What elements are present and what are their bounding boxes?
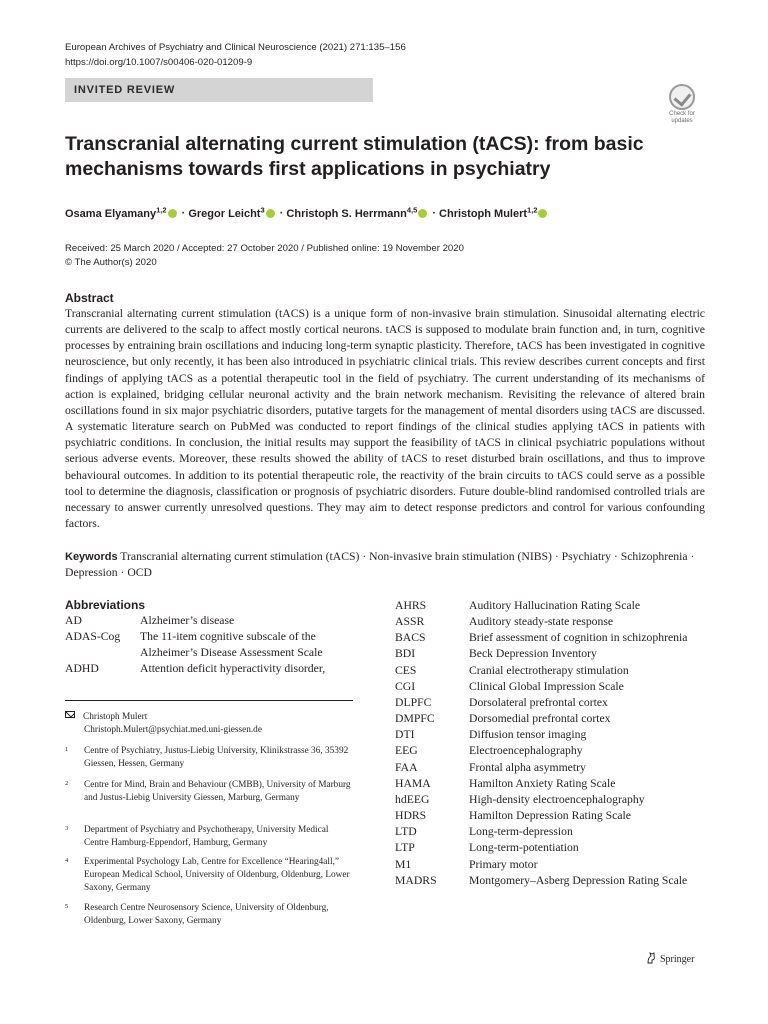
correspondence bbox=[65, 711, 262, 737]
keywords-label: Keywords bbox=[65, 551, 118, 563]
abbreviations-left-column bbox=[65, 613, 365, 678]
abbreviation-row: DLPFC Dorsolateral prefrontal cortex bbox=[395, 695, 608, 709]
author[interactable]: Christoph S. Herrmann$^{4,5}$ bbox=[286, 208, 429, 220]
affiliation: 1 Centre of Psychiatry, Justus-Liebig University, Klinikstrasse 36, 35392 Giessen, Hessen, Germany bbox=[65, 746, 349, 769]
abbreviation-row: HDRS Hamilton Depression Rating Scale bbox=[395, 809, 631, 823]
publisher-name: Springer bbox=[660, 954, 695, 965]
orcid-icon[interactable] bbox=[538, 209, 547, 218]
affiliation: 3 Department of Psychiatry and Psychotherapy, University Medical Centre Hamburg-Eppendorf, Hamburg, Germany bbox=[65, 825, 329, 848]
abbreviation-row: DTI Diffusion tensor imaging bbox=[395, 728, 587, 742]
publisher-logo bbox=[646, 952, 694, 967]
abbreviation-row: ADAS-Cog The 11-item cognitive subscale of the Alzheimer’s Disease Assessment Scale bbox=[65, 630, 323, 660]
springer-horse-icon bbox=[646, 952, 656, 964]
abbreviation-row: BACS Brief assessment of cognition in schizophrenia bbox=[395, 631, 688, 645]
check-for-updates-badge[interactable] bbox=[662, 84, 702, 124]
abbreviation-row: EEG Electroencephalography bbox=[395, 744, 583, 758]
author[interactable]: Christoph Mulert$^{1,2}$ bbox=[439, 208, 549, 220]
abbreviation-row: ADHD Attention deficit hyperactivity disorder, bbox=[65, 662, 326, 676]
abbreviation-row: ASSR Auditory steady-state response bbox=[395, 615, 614, 629]
abbreviation-row: AD Alzheimer’s disease bbox=[65, 614, 235, 627]
abbreviation-row: AHRS Auditory Hallucination Rating Scale bbox=[395, 599, 641, 612]
abbreviation-row: MADRS Montgomery–Asberg Depression Rating Scale bbox=[395, 873, 688, 887]
journal-citation: European Archives of Psychiatry and Clinical Neuroscience (2021) 271:135–156 bbox=[65, 42, 406, 53]
orcid-icon[interactable] bbox=[168, 209, 177, 218]
abbreviation-row: hdEEG High-density electroencephalography bbox=[395, 792, 645, 806]
abbreviation-row: LTD Long-term-depression bbox=[395, 825, 573, 839]
corresponding-author: Christoph Mulert bbox=[83, 712, 148, 722]
abstract-text: Transcranial alternating current stimulation (tACS) is a unique form of non-invasive brain stimulation. Sinusoidal alternating electric currents are delivered to the scalp to affect mostly cortical neurons. tACS is supposed to modulate brain function and, in turn, cognitive processes by entraining brain oscillations and inducing long-term synaptic plasticity. Therefore, tACS has been investigated in cognitive neuroscience, but only recently, it has been also introduced in psychiatric clinical trials. This review describes current concepts and first findings of applying tACS as a potential therapeutic tool in the field of psychiatry. The current understanding of its mechanisms of action is explained, bridging cellular neuronal activity and the brain network mechanism. Revisiting the relevance of altered brain oscillations found in six major psychiatric disorders, putative targets for the management of mental disorders using tACS are discussed. A systematic literature search on PubMed was conducted to report findings of the clinical studies applying tACS in patients with psychiatric conditions. In conclusion, the initial results may support the feasibility of tACS in clinical psychiatric populations without serious adverse events. Moreover, these results showed the ability of tACS to reset disturbed brain oscillations, and thus to improve behavioural outcomes. In addition to its potential therapeutic role, the reactivity of the brain circuits to tACS could serve as a possible tool to determine the diagnosis, classification or prognosis of psychiatric disorders. Future double-blind randomised controlled trials are necessary to answer currently unresolved questions. They may aim to detect response predictors and control for various confounding factors. bbox=[65, 307, 705, 531]
check-updates-icon bbox=[669, 84, 695, 110]
orcid-icon[interactable] bbox=[418, 209, 427, 218]
orcid-icon[interactable] bbox=[266, 209, 275, 218]
abstract-heading: Abstract bbox=[65, 291, 114, 305]
keywords-text: Transcranial alternating current stimulation (tACS) · Non-invasive brain stimulation (NIBS) · Psychiatry · Schizophrenia · Depression · OCD bbox=[65, 550, 695, 580]
check-updates-text: Check for updates bbox=[669, 111, 695, 124]
abbreviation-row: FAA Frontal alpha asymmetry bbox=[395, 760, 586, 774]
affiliation: 4 Experimental Psychology Lab, Centre for Excellence “Hearing4all,” European Medical School, University of Oldenburg, Oldenburg, Lower Saxony, Germany bbox=[65, 857, 350, 893]
article-title: Transcranial alternating current stimulation (tACS): from basic mechanisms towards first applications in psychiatry bbox=[65, 133, 644, 180]
author-list: Osama Elyamany$^{1,2}$ · Gregor Leicht$^3$ · Christoph S. Herrmann$^{4,5}$ · Christoph Mulert$^{1,2}$ bbox=[65, 202, 549, 222]
doi-link[interactable]: https://doi.org/10.1007/s00406-020-01209-9 bbox=[65, 57, 253, 68]
footnote-divider bbox=[65, 700, 353, 701]
author[interactable]: Osama Elyamany$^{1,2}$ bbox=[65, 208, 179, 220]
abbreviation-row: CES Cranial electrotherapy stimulation bbox=[395, 663, 629, 677]
article-type-label: INVITED REVIEW bbox=[74, 84, 176, 96]
author[interactable]: Gregor Leicht$^3$ bbox=[188, 208, 276, 220]
publication-dates: Received: 25 March 2020 / Accepted: 27 October 2020 / Published online: 19 November 2020 © The Author(s) 2020 bbox=[65, 243, 464, 268]
abbreviation-row: LTP Long-term-potentiation bbox=[395, 841, 579, 855]
abbreviation-row: M1 Primary motor bbox=[395, 857, 538, 871]
abbreviation-row: DMPFC Dorsomedial prefrontal cortex bbox=[395, 712, 611, 726]
envelope-icon bbox=[65, 711, 75, 718]
abbreviation-row: CGI Clinical Global Impression Scale bbox=[395, 679, 624, 693]
abbreviations-heading: Abbreviations bbox=[65, 598, 146, 612]
abbreviation-row: HAMA Hamilton Anxiety Rating Scale bbox=[395, 776, 616, 790]
affiliation: 2 Centre for Mind, Brain and Behaviour (CMBB), University of Marburg and Justus-Liebig University Giessen, Marburg, Germany bbox=[65, 780, 351, 803]
keywords bbox=[65, 549, 705, 581]
corresponding-email[interactable]: Christoph.Mulert@psychiat.med.uni-giessen.de bbox=[84, 725, 262, 735]
abbreviation-row: BDI Beck Depression Inventory bbox=[395, 647, 597, 661]
article-type-banner bbox=[65, 78, 373, 102]
abbreviations-right-column bbox=[395, 598, 715, 889]
journal-header bbox=[65, 40, 406, 70]
affiliation: 5 Research Centre Neurosensory Science, University of Oldenburg, Oldenburg, Lower Saxony, Germany bbox=[65, 903, 329, 926]
